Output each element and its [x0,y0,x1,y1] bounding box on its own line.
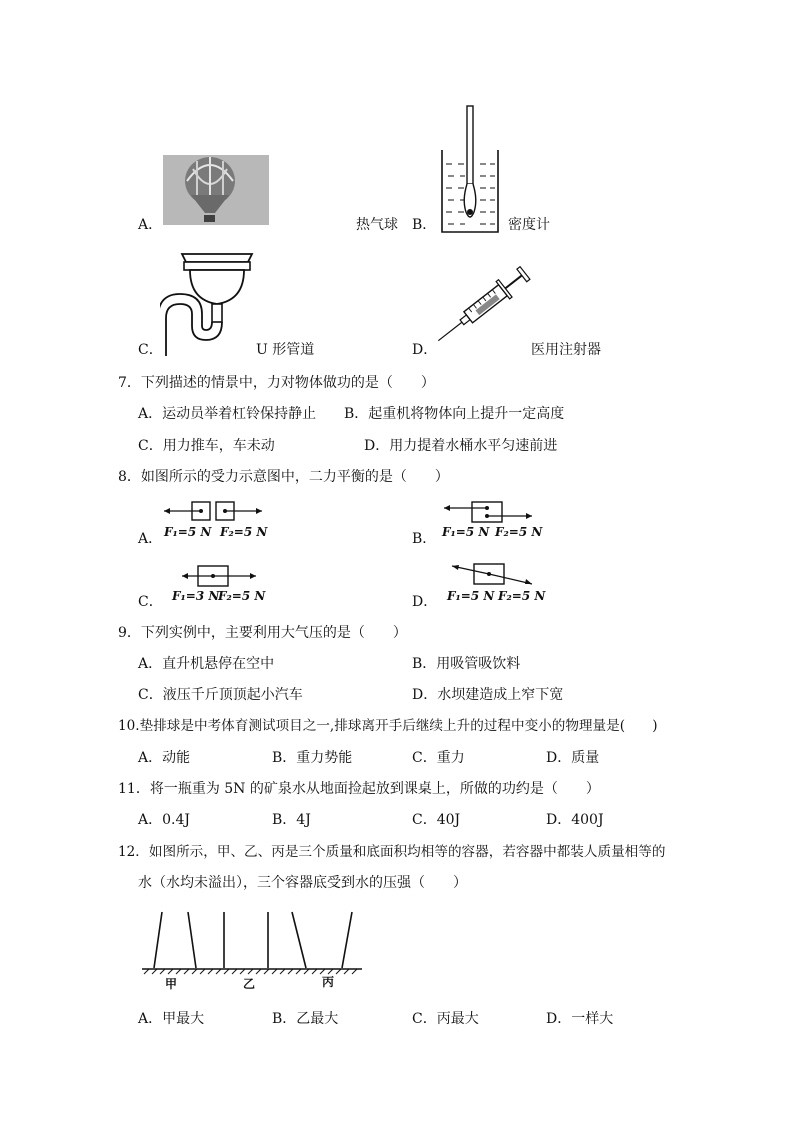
q6-option-d-caption: 医用注射器 [531,342,601,358]
q9-option-c: C．液压千斤顶顶起小汽车 [138,687,303,703]
hot-air-balloon-image [163,155,269,225]
hydrometer-beaker-diagram [440,104,502,234]
q12-option-c: C．丙最大 [412,1011,479,1027]
q8-option-c-letter: C． [138,594,163,610]
container-label-jia: 甲 [165,977,178,991]
q6-option-c-caption: U 形管道 [256,342,315,358]
q11-stem: 11．将一瓶重为 5N 的矿泉水从地面捡起放到课桌上，所做的功约是（ ） [118,781,600,797]
container-label-yi: 乙 [243,977,256,991]
force-diagram-a [160,500,270,522]
q12-option-d: D．一样大 [546,1011,614,1027]
q10-stem: 10.垫排球是中考体育测试项目之一,排球离开手后继续上升的过程中变小的物理量是( ) [118,718,658,734]
q6-option-c-letter: C． [138,342,163,358]
q7-stem: 7．下列描述的情景中，力对物体做功的是（ ） [118,375,435,391]
q6-option-a-caption: 热气球 [356,217,398,233]
q11-option-a: A．0.4J [138,812,190,828]
q8-c-f1-label: F₁=3 N [172,589,220,603]
q9-option-a: A．直升机悬停在空中 [138,656,275,672]
q8-stem: 8．如图所示的受力示意图中，二力平衡的是（ ） [118,469,449,485]
q8-option-a-letter: A． [138,531,163,547]
q8-option-d-letter: D． [412,594,438,610]
q11-option-d: D．400J [546,812,604,828]
q6-option-b-letter: B． [412,217,437,233]
q10-option-a: A．动能 [138,750,191,766]
q8-c-f2-label: F₂=5 N [218,589,266,603]
q10-option-d: D．质量 [546,750,600,766]
q7-option-b: B．起重机将物体向上提升一定高度 [344,406,565,422]
q12-option-b: B．乙最大 [272,1011,339,1027]
q8-d-f2-label: F₂=5 N [498,589,546,603]
q6-option-b-caption: 密度计 [508,217,550,233]
q10-option-b: B．重力势能 [272,750,353,766]
q9-option-d: D．水坝建造成上窄下宽 [412,687,564,703]
force-diagram-c [164,564,264,588]
q8-b-f1-label: F₁=5 N [442,525,490,539]
containers-diagram [140,906,364,976]
u-pipe-drain-diagram [160,248,260,358]
q12-stem-line1: 12．如图所示，甲、乙、丙是三个质量和底面积均相等的容器，若容器中都装人质量相等的 [118,844,666,860]
force-diagram-d [446,562,546,590]
q9-stem: 9．下列实例中，主要利用大气压的是（ ） [118,625,407,641]
q6-option-d-letter: D． [412,342,438,358]
q7-option-c: C．用力推车，车未动 [138,438,275,454]
q11-option-b: B．4J [272,812,311,828]
container-label-bing: 丙 [322,975,335,989]
q11-option-c: C．40J [412,812,461,828]
q8-d-f1-label: F₁=5 N [447,589,495,603]
q8-a-f1-label: F₁=5 N [164,525,212,539]
q8-option-b-letter: B． [412,531,437,547]
q7-option-a: A．运动员举着杠铃保持静止 [138,406,317,422]
q12-stem-line2: 水（水均未溢出），三个容器底受到水的压强（ ） [138,875,467,891]
q9-option-b: B．用吸管吸饮料 [412,656,521,672]
q8-a-f2-label: F₂=5 N [220,525,268,539]
q7-option-d: D．用力提着水桶水平匀速前进 [364,438,558,454]
q6-option-a-letter: A． [138,217,163,233]
force-diagram-b [440,500,540,524]
syringe-diagram [434,258,534,352]
q12-option-a: A．甲最大 [138,1011,205,1027]
q10-option-c: C．重力 [412,750,465,766]
q8-b-f2-label: F₂=5 N [495,525,543,539]
